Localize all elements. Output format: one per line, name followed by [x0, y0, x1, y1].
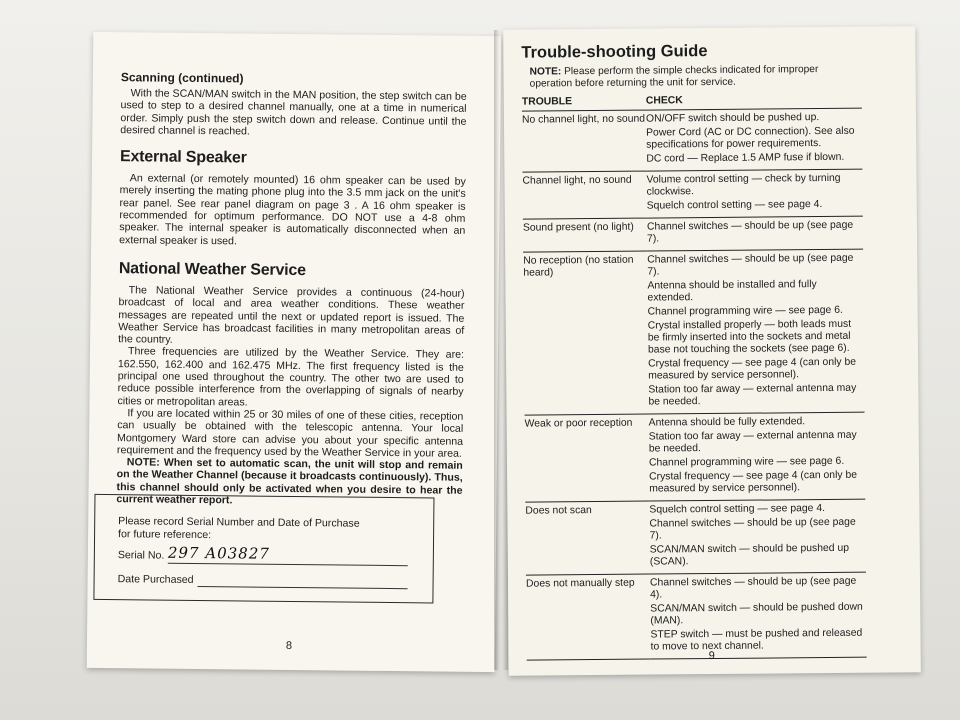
column-header-check: CHECK [646, 94, 862, 110]
check-item: Crystal frequency — see page 4 (can only be measured by service personnel). [648, 356, 857, 382]
check-item: Channel programming wire — see page 6. [648, 455, 845, 469]
check-item: Crystal frequency — see page 4 (can only be measured by service personnel). [649, 469, 858, 495]
check-item: Channel switches — should be up (see page 7). [649, 516, 856, 542]
table-row [523, 216, 863, 252]
trouble-cell: Channel light, no sound [522, 171, 646, 219]
date-underline [198, 586, 408, 589]
scanning-heading: Scanning (continued) [120, 70, 244, 86]
check-item: Channel switches — should be up (see page 7). [647, 252, 854, 278]
trouble-cell: Sound present (no light) [523, 218, 647, 252]
check-item: Station too far away — external antenna may be needed. [648, 382, 857, 408]
trouble-cell: Weak or poor reception [525, 414, 650, 502]
record-instructions [118, 515, 360, 543]
serial-number-row [117, 543, 418, 564]
page-number-right: 9 [708, 649, 715, 663]
table-row [525, 412, 866, 502]
external-speaker-text: An external (or remotely mounted) 16 ohm speaker can be used by merely inserting the mating phone plug into the 3.5 mm jack on the unit's rear panel. See rear panel diagram on page 3 . A 16 ohm speaker is recommended for optimum performance. DO NOT use a 4-8 ohm speaker. The internal speaker is automatically disconnected when an external speaker is used. [119, 172, 466, 248]
check-item: Antenna should be installed and fully extended. [647, 279, 817, 304]
external-speaker-heading: External Speaker [119, 148, 247, 167]
check-cell [649, 499, 866, 574]
table-row [522, 108, 863, 172]
check-item: SCAN/MAN switch — should be pushed up (SCAN). [649, 542, 850, 568]
check-item: Channel switches — should be up (see page 7). [646, 219, 854, 245]
table-body [521, 108, 867, 663]
trouble-cell: No channel light, no sound [522, 110, 647, 172]
troubleshooting-table [522, 94, 867, 661]
serial-record-box [93, 494, 434, 604]
weather-heading: National Weather Service [118, 260, 306, 280]
note-label: NOTE: [529, 66, 562, 78]
troubleshooting-title: Trouble-shooting Guide [521, 42, 708, 62]
column-header-trouble: TROUBLE [522, 96, 646, 112]
check-cell [650, 572, 867, 659]
check-cell [646, 108, 863, 171]
table-row [523, 249, 864, 415]
check-item: Volume control setting — check by turning clockwise. [646, 172, 841, 198]
serial-underline [168, 563, 408, 567]
table-row [525, 499, 866, 575]
weather-note: NOTE: When set to automatic scan, the unit will stop and remain on the Weather Channel (because it broadcasts continuously). Thus, this channel should only be activated when you desire to hear the current weather report. [116, 456, 463, 507]
troubleshooting-note [530, 64, 862, 90]
check-cell [647, 249, 864, 414]
check-cell [647, 216, 863, 251]
check-item: Crystal installed properly — both leads must be firmly inserted into the sockets and metal base not touching the sockets (see page 6). [647, 318, 852, 356]
trouble-cell: Does not manually step [526, 574, 651, 660]
check-item: Channel programming wire — see page 6. [647, 304, 843, 318]
check-item: Power Cord (AC or DC connection). See also specifications for power requirements. [646, 125, 855, 151]
check-item: Antenna should be fully extended. [648, 416, 806, 429]
left-page [87, 32, 502, 672]
check-cell [649, 412, 866, 501]
check-item: ON/OFF switch should be pushed up. [645, 112, 820, 125]
check-item: DC cord — Replace 1.5 AMP fuse if blown. [646, 151, 845, 165]
check-cell [646, 169, 862, 218]
check-item: Squelch control setting — see page 4. [646, 199, 823, 212]
date-label: Date Purchased [117, 573, 194, 586]
record-line-2: for future reference: [118, 527, 212, 541]
weather-paragraph-1: The National Weather Service provides a continuous (24-hour) broadcast of local and area weather conditions. These weather messages are repeated until the next or updated report is issued. The Weather Service has broadcast facilities in many metropolitan areas of the country. [118, 284, 465, 346]
trouble-cell: Does not scan [525, 501, 650, 575]
left-page-content [116, 70, 467, 509]
serial-handwritten-value: 297 A03827 [167, 543, 270, 563]
page-number-left: 8 [285, 639, 293, 652]
right-page [503, 26, 921, 676]
check-item: Station too far away — external antenna may be needed. [648, 429, 857, 455]
note-text: Please perform the simple checks indicated for improper operation before returning the unit for service. [529, 64, 819, 90]
check-item: SCAN/MAN switch — should be pushed down (MAN). [650, 601, 863, 627]
weather-paragraph-3: If you are located within 25 or 30 miles of one of these cities, reception can usually be obtained with the telescopic antenna. Your local Montgomery Ward store can advise you about your specific antenna requirement and the frequency used by the Weather Service in your area. [116, 407, 464, 460]
serial-label: Serial No. [117, 549, 165, 562]
date-purchased-row [118, 573, 418, 588]
table-row [522, 169, 862, 219]
trouble-cell: No reception (no station heard) [523, 251, 648, 415]
weather-paragraph-2: Three frequencies are utilized by the Weather Service. They are: 162.550, 162.400 and 162.475 MHz. The first frequency listed is the principal one used throughout the country. The other two are used to reduce possible interference from the overlapping of signals of nearby cities or metropolitan areas. [117, 345, 465, 409]
table-row [526, 572, 867, 660]
right-page-content [521, 41, 866, 661]
check-item: Channel switches — should be up (see page 4). [649, 575, 857, 601]
record-line-1: Please record Serial Number and Date of Purchase [118, 515, 360, 530]
check-item: Squelch control setting — see page 4. [649, 503, 826, 516]
check-item: STEP switch — must be pushed and released to move to next channel. [650, 627, 863, 653]
scanning-text: With the SCAN/MAN switch in the MAN position, the step switch can be used to step to a desired channel manually, one at a time in numerical order. Simply push the step switch down and release. Continue until the desired channel is reached. [120, 87, 467, 138]
